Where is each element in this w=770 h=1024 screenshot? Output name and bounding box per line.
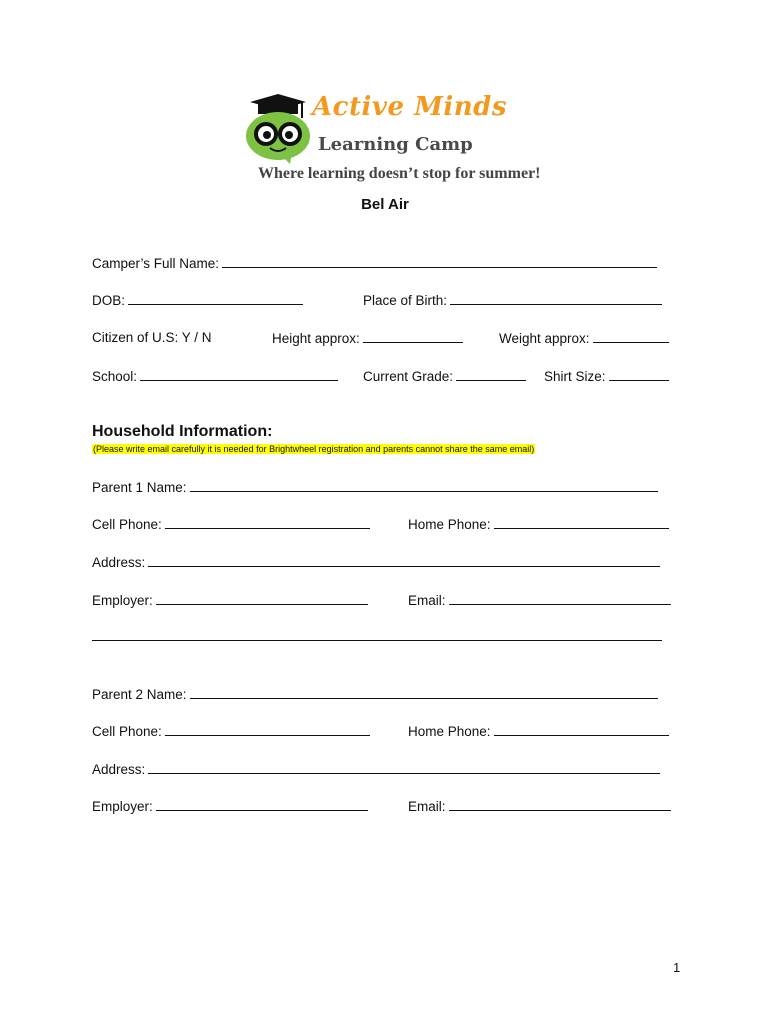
parent2-name-label: Parent 2 Name: xyxy=(92,687,187,702)
camper-name-label: Camper’s Full Name: xyxy=(92,256,220,271)
parent1-cell-label: Cell Phone: xyxy=(92,517,162,532)
parent2-email-blank[interactable] xyxy=(449,798,671,811)
height-blank[interactable] xyxy=(363,330,463,343)
parent1-cell-blank[interactable] xyxy=(165,516,370,529)
school-field[interactable] xyxy=(92,368,338,384)
extra-blank-line[interactable] xyxy=(92,640,662,641)
parent1-cell-field[interactable] xyxy=(92,516,370,532)
parent2-employer-label: Employer: xyxy=(92,799,153,814)
parent2-employer-blank[interactable] xyxy=(156,798,368,811)
place-of-birth-blank[interactable] xyxy=(450,292,662,305)
dob-blank[interactable] xyxy=(128,292,303,305)
shirt-size-field[interactable] xyxy=(544,368,669,384)
parent2-cell-label: Cell Phone: xyxy=(92,724,162,739)
page-number: 1 xyxy=(673,960,681,975)
parent1-home-field[interactable] xyxy=(408,516,669,532)
camper-name-field[interactable] xyxy=(92,255,657,271)
parent1-home-blank[interactable] xyxy=(494,516,669,529)
parent1-home-label: Home Phone: xyxy=(408,517,491,532)
camper-name-blank[interactable] xyxy=(222,255,657,268)
citizen-label[interactable]: Citizen of U.S: Y / N xyxy=(92,330,212,345)
weight-field[interactable] xyxy=(499,330,669,346)
logo xyxy=(244,92,541,192)
brand-tagline: Where learning doesn’t stop for summer! xyxy=(258,165,541,182)
household-title: Household Information: xyxy=(92,423,273,440)
parent1-address-label: Address: xyxy=(92,555,146,570)
weight-label: Weight approx: xyxy=(499,331,590,346)
parent2-name-blank[interactable] xyxy=(190,686,658,699)
parent2-address-field[interactable] xyxy=(92,761,660,777)
parent1-email-blank[interactable] xyxy=(449,592,671,605)
place-of-birth-field[interactable] xyxy=(363,292,662,308)
weight-blank[interactable] xyxy=(593,330,669,343)
parent2-home-blank[interactable] xyxy=(494,723,669,736)
parent1-address-blank[interactable] xyxy=(148,554,660,567)
parent2-email-field[interactable] xyxy=(408,798,671,814)
shirt-size-blank[interactable] xyxy=(609,368,669,381)
location-title: Bel Air xyxy=(361,196,409,213)
brand-name: Active Minds xyxy=(312,92,507,122)
parent2-home-label: Home Phone: xyxy=(408,724,491,739)
parent1-address-field[interactable] xyxy=(92,554,660,570)
shirt-size-label: Shirt Size: xyxy=(544,369,606,384)
parent1-employer-field[interactable] xyxy=(92,592,368,608)
parent1-employer-label: Employer: xyxy=(92,593,153,608)
height-field[interactable] xyxy=(272,330,463,346)
school-blank[interactable] xyxy=(140,368,338,381)
parent1-name-label: Parent 1 Name: xyxy=(92,480,187,495)
parent2-address-blank[interactable] xyxy=(148,761,660,774)
parent2-email-label: Email: xyxy=(408,799,446,814)
grade-label: Current Grade: xyxy=(363,369,454,384)
parent1-employer-blank[interactable] xyxy=(156,592,368,605)
place-of-birth-label: Place of Birth: xyxy=(363,293,448,308)
dob-label: DOB: xyxy=(92,293,126,308)
parent2-name-field[interactable] xyxy=(92,686,658,702)
brand-subtitle: Learning Camp xyxy=(318,134,473,155)
grade-blank[interactable] xyxy=(456,368,526,381)
parent2-employer-field[interactable] xyxy=(92,798,368,814)
parent1-name-field[interactable] xyxy=(92,479,658,495)
grade-field[interactable] xyxy=(363,368,526,384)
school-label: School: xyxy=(92,369,138,384)
height-label: Height approx: xyxy=(272,331,360,346)
owl-mascot-icon xyxy=(244,92,314,164)
parent1-name-blank[interactable] xyxy=(190,479,658,492)
parent2-address-label: Address: xyxy=(92,762,146,777)
parent2-cell-field[interactable] xyxy=(92,723,370,739)
parent2-home-field[interactable] xyxy=(408,723,669,739)
parent1-email-field[interactable] xyxy=(408,592,671,608)
dob-field[interactable] xyxy=(92,292,303,308)
parent1-email-label: Email: xyxy=(408,593,446,608)
email-note: (Please write email carefully it is needed for Brightwheel registration and parents cannot share the same email) xyxy=(93,444,535,454)
parent2-cell-blank[interactable] xyxy=(165,723,370,736)
